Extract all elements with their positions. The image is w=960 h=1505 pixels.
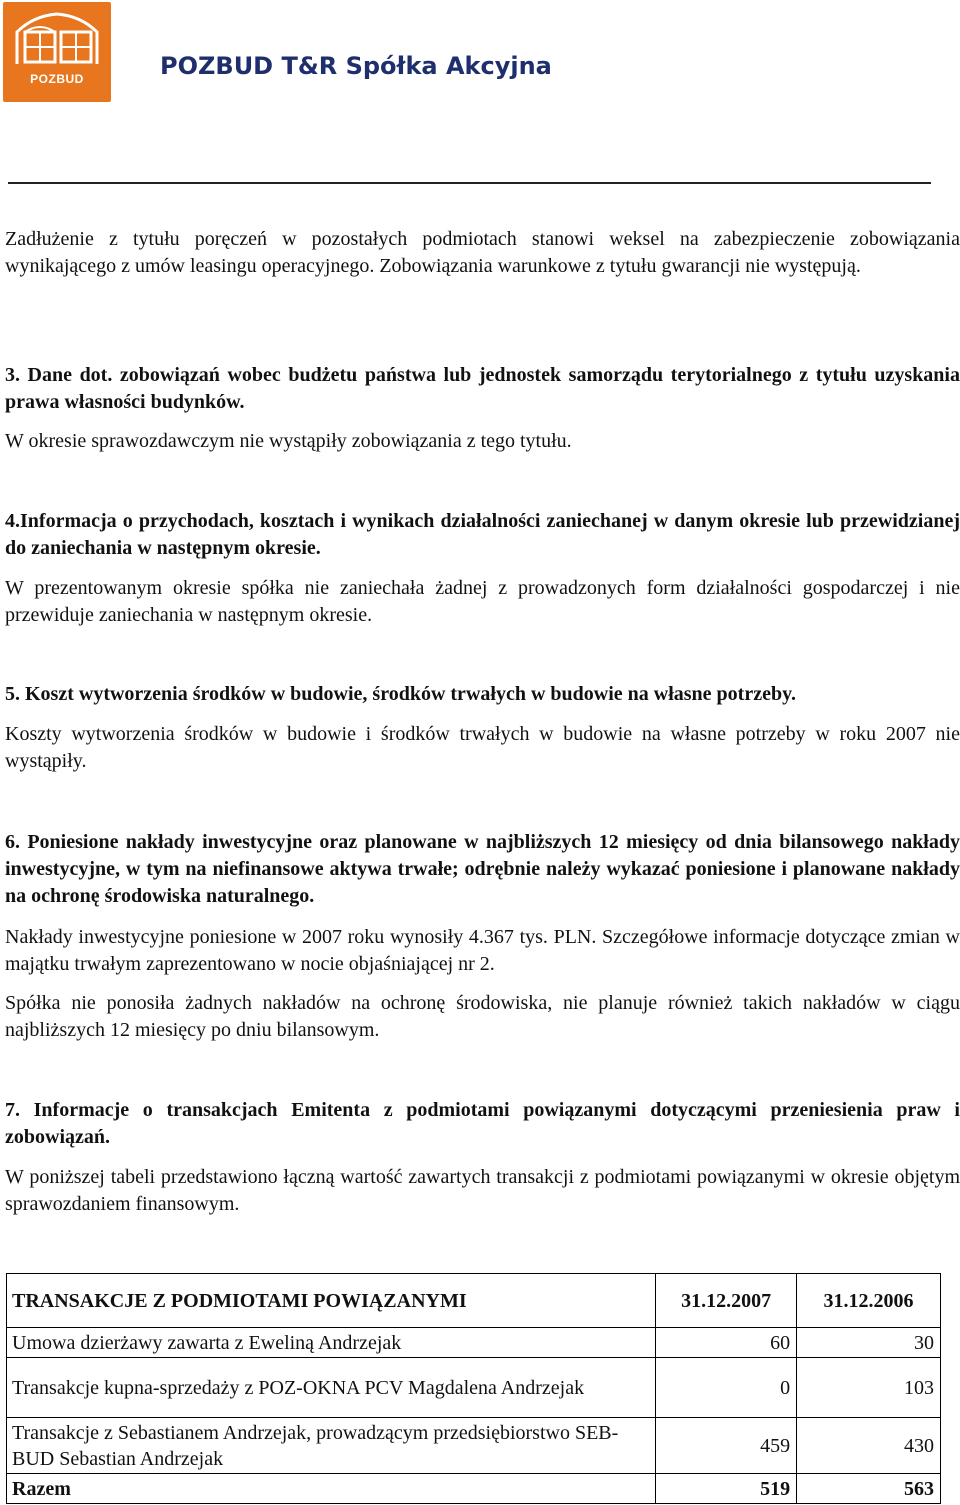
value-2007: 60 [656, 1328, 797, 1358]
header-divider [8, 182, 931, 184]
column-header-2007: 31.12.2007 [656, 1274, 797, 1328]
paragraph-section-6-investments: Nakłady inwestycyjne poniesione w 2007 roku wynosiły 4.367 tys. PLN. Szczegółowe informacje dotyczące zmian w majątku trwałym zaprezentowano w nocie objaśniającej nr 2. [5, 926, 960, 975]
value-2006: 103 [797, 1358, 941, 1418]
company-logo [3, 2, 111, 102]
value-2007: 0 [656, 1358, 797, 1418]
heading-section-4: 4.Informacja o przychodach, kosztach i wynikach działalności zaniechanej w danym okresie lub przewidzianej do zaniechania w następnym okresie. [5, 510, 960, 559]
related-party-transactions-table [6, 1273, 941, 1504]
paragraph-guarantees: Zadłużenie z tytułu poręczeń w pozostałych podmiotach stanowi weksel na zabezpieczenie zobowiązania wynikającego z umów leasingu operacyjnego. Zobowiązania warunkowe z tytułu gwarancji nie występują. [5, 228, 960, 277]
row-label: Transakcje z Sebastianem Andrzejak, prowadzącym przedsiębiorstwo SEB-BUD Sebastian Andrzejak [7, 1418, 656, 1474]
paragraph-section-4: W prezentowanym okresie spółka nie zaniechała żadnej z prowadzonych form działalności gospodarczej i nie przewiduje zaniechania w następnym okresie. [5, 577, 960, 626]
column-header-2006: 31.12.2006 [797, 1274, 941, 1328]
paragraph-section-3: W okresie sprawozdawczym nie wystąpiły zobowiązania z tego tytułu. [5, 430, 572, 452]
value-2007: 459 [656, 1418, 797, 1474]
total-2007: 519 [656, 1474, 797, 1504]
table-row [7, 1418, 941, 1474]
paragraph-section-7: W poniższej tabeli przedstawiono łączną wartość zawartych transakcji z podmiotami powiązanymi w okresie objętym sprawozdaniem finansowym. [5, 1166, 960, 1215]
table-header-row [7, 1274, 941, 1328]
heading-section-5: 5. Koszt wytworzenia środków w budowie, środków trwałych w budowie na własne potrzeby. [5, 683, 796, 705]
heading-section-3: 3. Dane dot. zobowiązań wobec budżetu państwa lub jednostek samorządu terytorialnego z tytułu uzyskania prawa własności budynków. [5, 364, 960, 413]
house-window-icon [3, 2, 111, 102]
value-2006: 430 [797, 1418, 941, 1474]
paragraph-section-5: Koszty wytworzenia środków w budowie i środków trwałych w budowie na własne potrzeby w roku 2007 nie wystąpiły. [5, 723, 960, 772]
row-label: Umowa dzierżawy zawarta z Eweliną Andrzejak [7, 1328, 656, 1358]
heading-section-6: 6. Poniesione nakłady inwestycyjne oraz planowane w najbliższych 12 miesięcy od dnia bilansowego nakłady inwestycyjne, w tym na niefinansowe aktywa trwałe; odrębnie należy wykazać poniesione i planowane nakłady na ochronę środowiska naturalnego. [5, 831, 960, 907]
value-2006: 30 [797, 1328, 941, 1358]
heading-section-7: 7. Informacje o transakcjach Emitenta z podmiotami powiązanymi dotyczącymi przeniesienia praw i zobowiązań. [5, 1099, 960, 1148]
paragraph-section-6-environment: Spółka nie ponosiła żadnych nakładów na ochronę środowiska, nie planuje również takich nakładów w ciągu najbliższych 12 miesięcy po dniu bilansowym. [5, 992, 960, 1041]
total-label: Razem [7, 1474, 656, 1504]
logo-text: POZBUD [30, 72, 84, 86]
table-total-row [7, 1474, 941, 1504]
table-title: TRANSAKCJE Z PODMIOTAMI POWIĄZANYMI [7, 1274, 656, 1328]
row-label: Transakcje kupna-sprzedaży z POZ-OKNA PCV Magdalena Andrzejak [7, 1358, 656, 1418]
company-name: POZBUD T&R Spółka Akcyjna [160, 52, 552, 80]
total-2006: 563 [797, 1474, 941, 1504]
table-row [7, 1358, 941, 1418]
table-row [7, 1328, 941, 1358]
